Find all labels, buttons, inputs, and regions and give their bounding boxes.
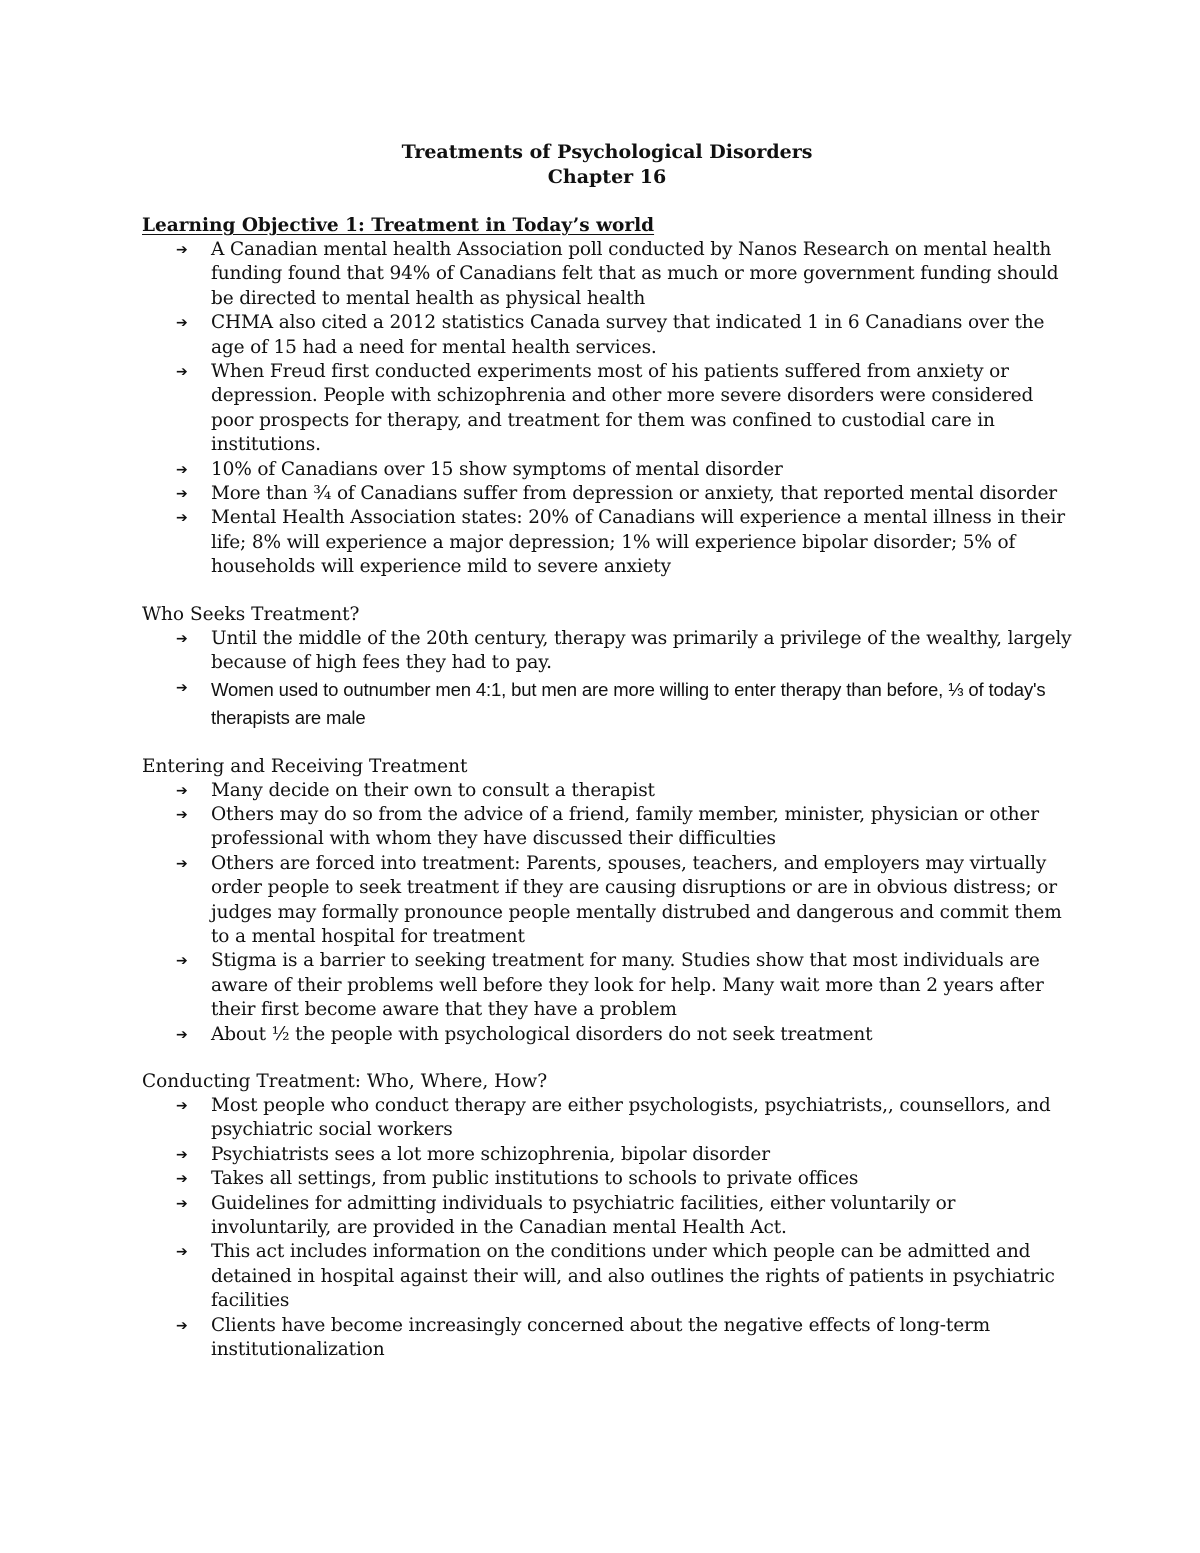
arrow-bullet-icon: ➔ [176, 953, 188, 970]
list-item [142, 1240, 1072, 1313]
list-item [142, 1314, 1072, 1363]
arrow-bullet-icon: ➔ [176, 1171, 188, 1188]
list-item-text: Mental Health Association states: 20% of Canadians will experience a mental illness in their life; 8% will experience a major depression; 1% will experience bipolar disorder; 5% of households will experience mild to severe anxiety [211, 507, 1065, 578]
list-item-text: Many decide on their own to consult a therapist [211, 779, 655, 801]
section-entering-receiving-treatment [142, 755, 1072, 1047]
list-item-text: Women used to outnumber men 4:1, but men are more willing to enter therapy than before, ⅓ of today's therapists are male [211, 678, 1046, 728]
list-item-text: This act includes information on the conditions under which people can be admitted and detained in hospital against their will, and also outlines the rights of patients in psychiatric facilities [211, 1241, 1055, 1312]
section-heading: Entering and Receiving Treatment [142, 755, 468, 777]
arrow-bullet-icon: ➔ [176, 242, 188, 258]
list-item [142, 1094, 1072, 1143]
list-item [142, 311, 1072, 360]
arrow-bullet-icon: ➔ [176, 486, 188, 503]
list-item-text: Guidelines for admitting individuals to psychiatric facilities, either voluntarily or involuntarily, are provided in the Canadian mental Health Act. [211, 1192, 956, 1238]
list-item-text: Stigma is a barrier to seeking treatment for many. Studies show that most individuals are aware of their problems well before they look for help. Many wait more than 2 years after their first become aware that they have a problem [211, 950, 1044, 1021]
section-conducting-treatment [142, 1070, 1072, 1362]
chapter-subtitle: Chapter 16 [547, 166, 667, 188]
arrow-bullet-icon: ➔ [176, 679, 188, 696]
list-item-text: More than ¾ of Canadians suffer from depression or anxiety, that reported mental disorder [211, 483, 1057, 505]
arrow-bullet-icon: ➔ [176, 1244, 188, 1261]
list-item-text: Until the middle of the 20th century, therapy was primarily a privilege of the wealthy, largely because of high fees they had to pay. [211, 627, 1072, 674]
section-heading: Who Seeks Treatment? [142, 603, 360, 625]
list-item-text: Clients have become increasingly concerned about the negative effects of long-term institutionalization [211, 1314, 991, 1361]
list-item [142, 1192, 1072, 1241]
section-heading: Learning Objective 1: Treatment in Today’s world [142, 215, 655, 236]
bullet-list [142, 1094, 1072, 1362]
list-item-text: Takes all settings, from public institutions to schools to private offices [211, 1168, 859, 1190]
arrow-bullet-icon: ➔ [176, 806, 188, 823]
list-item-text: When Freud first conducted experiments most of his patients suffered from anxiety or depression. People with schizophrenia and other more severe disorders were considered poor prospects for therapy, and treatment for them was confined to custodial care in institutions. [211, 361, 1034, 456]
list-item-text: Psychiatrists sees a lot more schizophrenia, bipolar disorder [211, 1143, 770, 1165]
arrow-bullet-icon: ➔ [176, 1146, 188, 1163]
arrow-bullet-icon: ➔ [176, 461, 188, 478]
arrow-bullet-icon: ➔ [176, 1097, 188, 1114]
arrow-bullet-icon: ➔ [176, 510, 188, 527]
list-item [142, 506, 1072, 579]
section-learning-objective [142, 214, 1072, 580]
list-item [142, 482, 1072, 506]
bullet-list [142, 779, 1072, 1047]
arrow-bullet-icon: ➔ [176, 782, 188, 799]
arrow-bullet-icon: ➔ [176, 1026, 188, 1043]
arrow-bullet-icon: ➔ [176, 855, 188, 872]
document-page [142, 140, 1072, 1362]
list-item-text: CHMA also cited a 2012 statistics Canada survey that indicated 1 in 6 Canadians over the age of 15 had a need for mental health services. [211, 312, 1045, 358]
list-item [142, 458, 1072, 482]
list-item [142, 627, 1072, 676]
arrow-bullet-icon: ➔ [176, 315, 188, 332]
list-item-text: A Canadian mental health Association poll conducted by Nanos Research on mental health funding found that 94% of Canadians felt that as much or more government funding should be directed to mental health as physical health [211, 239, 1059, 309]
arrow-bullet-icon: ➔ [176, 1195, 188, 1212]
document-title: Treatments of Psychological Disorders [401, 141, 813, 163]
list-item-text: Others may do so from the advice of a friend, family member, minister, physician or other professional with whom they have discussed their difficulties [211, 803, 1039, 850]
list-item-text: 10% of Canadians over 15 show symptoms of mental disorder [211, 458, 783, 480]
arrow-bullet-icon: ➔ [176, 364, 188, 381]
list-item-text: About ½ the people with psychological disorders do not seek treatment [211, 1023, 873, 1045]
list-item [142, 803, 1072, 852]
list-item [142, 779, 1072, 803]
list-item-text: Others are forced into treatment: Parents, spouses, teachers, and employers may virtually order people to seek treatment if they are causing disruptions or are in obvious distress; or judges may formally pronounce people mentally distrubed and dangerous and commit them to a mental hospital for treatment [211, 852, 1062, 947]
section-heading: Conducting Treatment: Who, Where, How? [142, 1070, 548, 1092]
list-item [142, 1167, 1072, 1191]
bullet-list [142, 238, 1072, 580]
list-item [142, 949, 1072, 1022]
list-item-text: Most people who conduct therapy are either psychologists, psychiatrists,, counsellors, and psychiatric social workers [211, 1094, 1051, 1141]
arrow-bullet-icon: ➔ [176, 630, 188, 647]
section-who-seeks-treatment [142, 603, 1072, 732]
bullet-list [142, 627, 1072, 732]
list-item [142, 360, 1072, 458]
list-item [142, 1023, 1072, 1047]
arrow-bullet-icon: ➔ [176, 1317, 188, 1334]
list-item [142, 238, 1072, 311]
list-item [142, 676, 1072, 732]
list-item [142, 852, 1072, 950]
list-item [142, 1143, 1072, 1167]
